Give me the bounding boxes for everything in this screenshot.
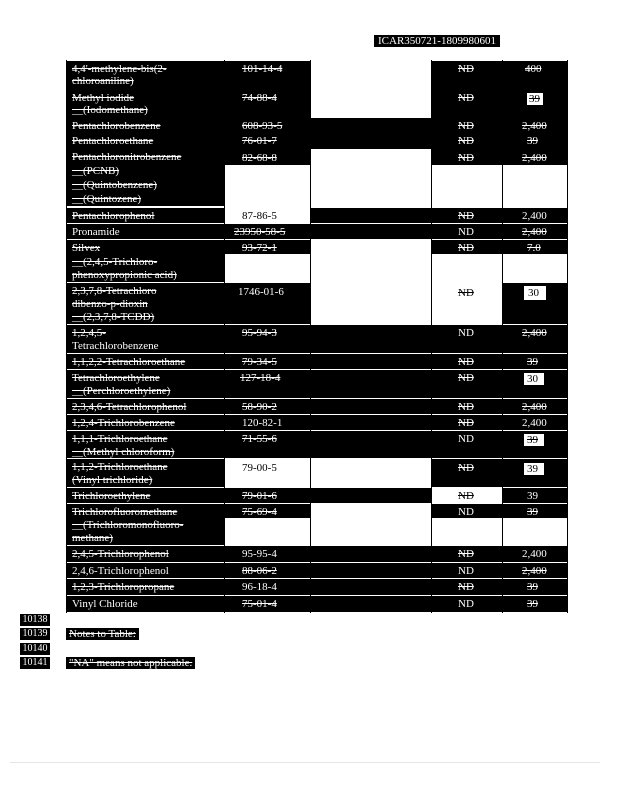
page-bottom-rule: [10, 762, 600, 763]
row-17-limit: 39: [527, 506, 538, 518]
row-16-cas: 79-01-6: [242, 490, 277, 502]
row-9-result: ND: [458, 327, 474, 339]
row-15-name: 1,1,2-Trichloroethane: [72, 461, 168, 473]
row-4-name: __(PCNB): [72, 165, 120, 177]
row-13-limit: 2,400: [522, 417, 547, 429]
row-13-name: 1,2,4-Trichlorobenzene: [72, 417, 175, 429]
row-0-name: chloroaniline): [72, 75, 134, 87]
row-14-result: ND: [458, 433, 474, 445]
row-7-name: phenoxypropionic acid): [72, 269, 177, 281]
row-15-cas: 79-00-5: [242, 462, 277, 474]
row-5-limit: 2,400: [522, 210, 547, 222]
row-10-result: ND: [458, 356, 474, 368]
row-3-cas: 76-01-7: [242, 135, 277, 147]
row-16-limit: 39: [527, 490, 538, 502]
row-19-result: ND: [458, 565, 474, 577]
row-13-result: ND: [458, 417, 474, 429]
row-11-name: __(Perchloroethylene): [72, 385, 171, 397]
row-2-result: ND: [458, 120, 474, 132]
row-9-name: Tetrachlorobenzene: [72, 340, 159, 352]
row-13-cas: 120-82-1: [242, 417, 283, 429]
row-5-cas: 87-86-5: [242, 210, 277, 222]
row-18-result: ND: [458, 548, 474, 560]
document-id: ICAR350721-1809980601: [374, 35, 500, 47]
row-21-name: Vinyl Chloride: [72, 598, 138, 610]
row-16-name: Trichloroethylene: [72, 490, 151, 502]
row-20-cas: 96-18-4: [242, 581, 277, 593]
row-7-name: Silvex: [72, 242, 101, 254]
row-0-name: 4,4'-methylene-bis(2-: [72, 63, 167, 75]
row-8-cas: 1746-01-6: [238, 286, 284, 298]
row-20-limit: 39: [527, 581, 538, 593]
row-15-name: (Vinyl trichloride): [72, 474, 153, 486]
row-2-cas: 608-93-5: [242, 120, 283, 132]
row-10-name: 1,1,2,2-Tetrachloroethane: [72, 356, 186, 368]
row-7-limit: 7.0: [527, 242, 541, 254]
row-7-name: __(2,4,5-Trichloro-: [72, 256, 158, 268]
row-3-name: Pentachloroethane: [72, 135, 154, 147]
row-5-result: ND: [458, 210, 474, 222]
row-0-cas: 101-14-4: [242, 63, 283, 75]
row-2-name: Pentachlorobenzene: [72, 120, 161, 132]
row-0-limit: 400: [525, 63, 542, 75]
row-9-cas: 95-94-3: [242, 327, 277, 339]
row-10-cas: 79-34-5: [242, 356, 277, 368]
row-20-name: 1,2,3-Trichloropropane: [72, 581, 175, 593]
notes-title: Notes to Table:: [66, 628, 139, 640]
row-14-limit: 39: [527, 434, 538, 446]
row-6-cas: 23950-58-5: [234, 226, 286, 238]
line-number: 10138: [20, 614, 50, 626]
row-12-cas: 58-90-2: [242, 401, 277, 413]
row-14-name: 1,1,1-Trichloroethane: [72, 433, 168, 445]
row-8-name: dibenzo-p-dioxin: [72, 298, 148, 310]
row-15-result: ND: [458, 462, 474, 474]
row-19-name: 2,4,6-Trichlorophenol: [72, 565, 169, 577]
row-0-result: ND: [458, 63, 474, 75]
row-19-cas: 88-06-2: [242, 565, 277, 577]
row-21-cas: 75-01-4: [242, 598, 277, 610]
row-17-result: ND: [458, 506, 474, 518]
row-17-name: methane): [72, 532, 113, 544]
row-11-cas: 127-18-4: [240, 372, 281, 384]
row-17-name: __(Trichloromonofluoro-: [72, 519, 184, 531]
row-16-mid-bg: [310, 488, 431, 503]
line-number: 10141: [20, 657, 50, 669]
row-14-name: __(Methyl chloroform): [72, 446, 175, 458]
row-9-name: 1,2,4,5-: [72, 327, 106, 339]
row-9-limit: 2,400: [522, 327, 547, 339]
row-4-result: ND: [458, 152, 474, 164]
row-8-limit: 30: [528, 287, 539, 299]
row-19-limit: 2,400: [522, 565, 547, 577]
row-7-cas: 93-72-1: [242, 242, 277, 254]
row-6-bg: [66, 224, 567, 239]
row-4-cas: 82-68-8: [242, 152, 277, 164]
row-8-name: __(2,3,7,8-TCDD): [72, 311, 155, 323]
row-10-limit: 39: [527, 356, 538, 368]
row-11-result: ND: [458, 372, 474, 384]
row-8-name: 2,3,7,8-Tetrachloro: [72, 285, 157, 297]
row-1-name: Methyl iodide: [72, 92, 135, 104]
table-border-right: [567, 60, 568, 613]
row-6-result: ND: [458, 226, 474, 238]
row-3-limit: 39: [527, 135, 538, 147]
row-18-cas: 95-95-4: [242, 548, 277, 560]
row-5-name: Pentachlorophenol: [72, 210, 155, 222]
row-17-cas: 75-69-4: [242, 506, 277, 518]
row-8-result: ND: [458, 287, 474, 299]
row-12-name: 2,3,4,6-Tetrachlorophenol: [72, 401, 187, 413]
row-21-bg: [66, 596, 567, 612]
row-1-result: ND: [458, 92, 474, 104]
row-15-limit: 39: [527, 463, 538, 475]
row-1-limit: 39: [529, 93, 540, 105]
line-number: 10139: [20, 628, 50, 640]
row-7-result: ND: [458, 242, 474, 254]
row-16-result: ND: [458, 490, 474, 502]
row-1-name: __(Iodomethane): [72, 104, 148, 116]
row-11-limit: 30: [527, 373, 538, 385]
row-11-name: Tetrachloroethylene: [72, 372, 160, 384]
row-12-limit: 2,400: [522, 401, 547, 413]
row-21-result: ND: [458, 598, 474, 610]
row-4-name: Pentachloronitrobenzene: [72, 151, 182, 163]
row-14-cas: 71-55-6: [242, 433, 277, 445]
row-6-name: Pronamide: [72, 226, 120, 238]
row-12-result: ND: [458, 401, 474, 413]
notes-na: "NA" means not applicable.: [66, 657, 195, 669]
row-1-cas: 74-88-4: [242, 92, 277, 104]
row-4-name: __(Quintozene): [72, 193, 142, 205]
row-17-name: Trichlorofluoromethane: [72, 506, 178, 518]
row-20-result: ND: [458, 581, 474, 593]
row-6-limit: 2,400: [522, 226, 547, 238]
row-4-limit: 2,400: [522, 152, 547, 164]
row-21-limit: 39: [527, 598, 538, 610]
row-18-limit: 2,400: [522, 548, 547, 560]
line-number: 10140: [20, 643, 50, 655]
row-4-name: __(Quintobenzene): [72, 179, 157, 191]
row-2-limit: 2,400: [522, 120, 547, 132]
row-3-result: ND: [458, 135, 474, 147]
row-18-name: 2,4,5-Trichlorophenol: [72, 548, 169, 560]
